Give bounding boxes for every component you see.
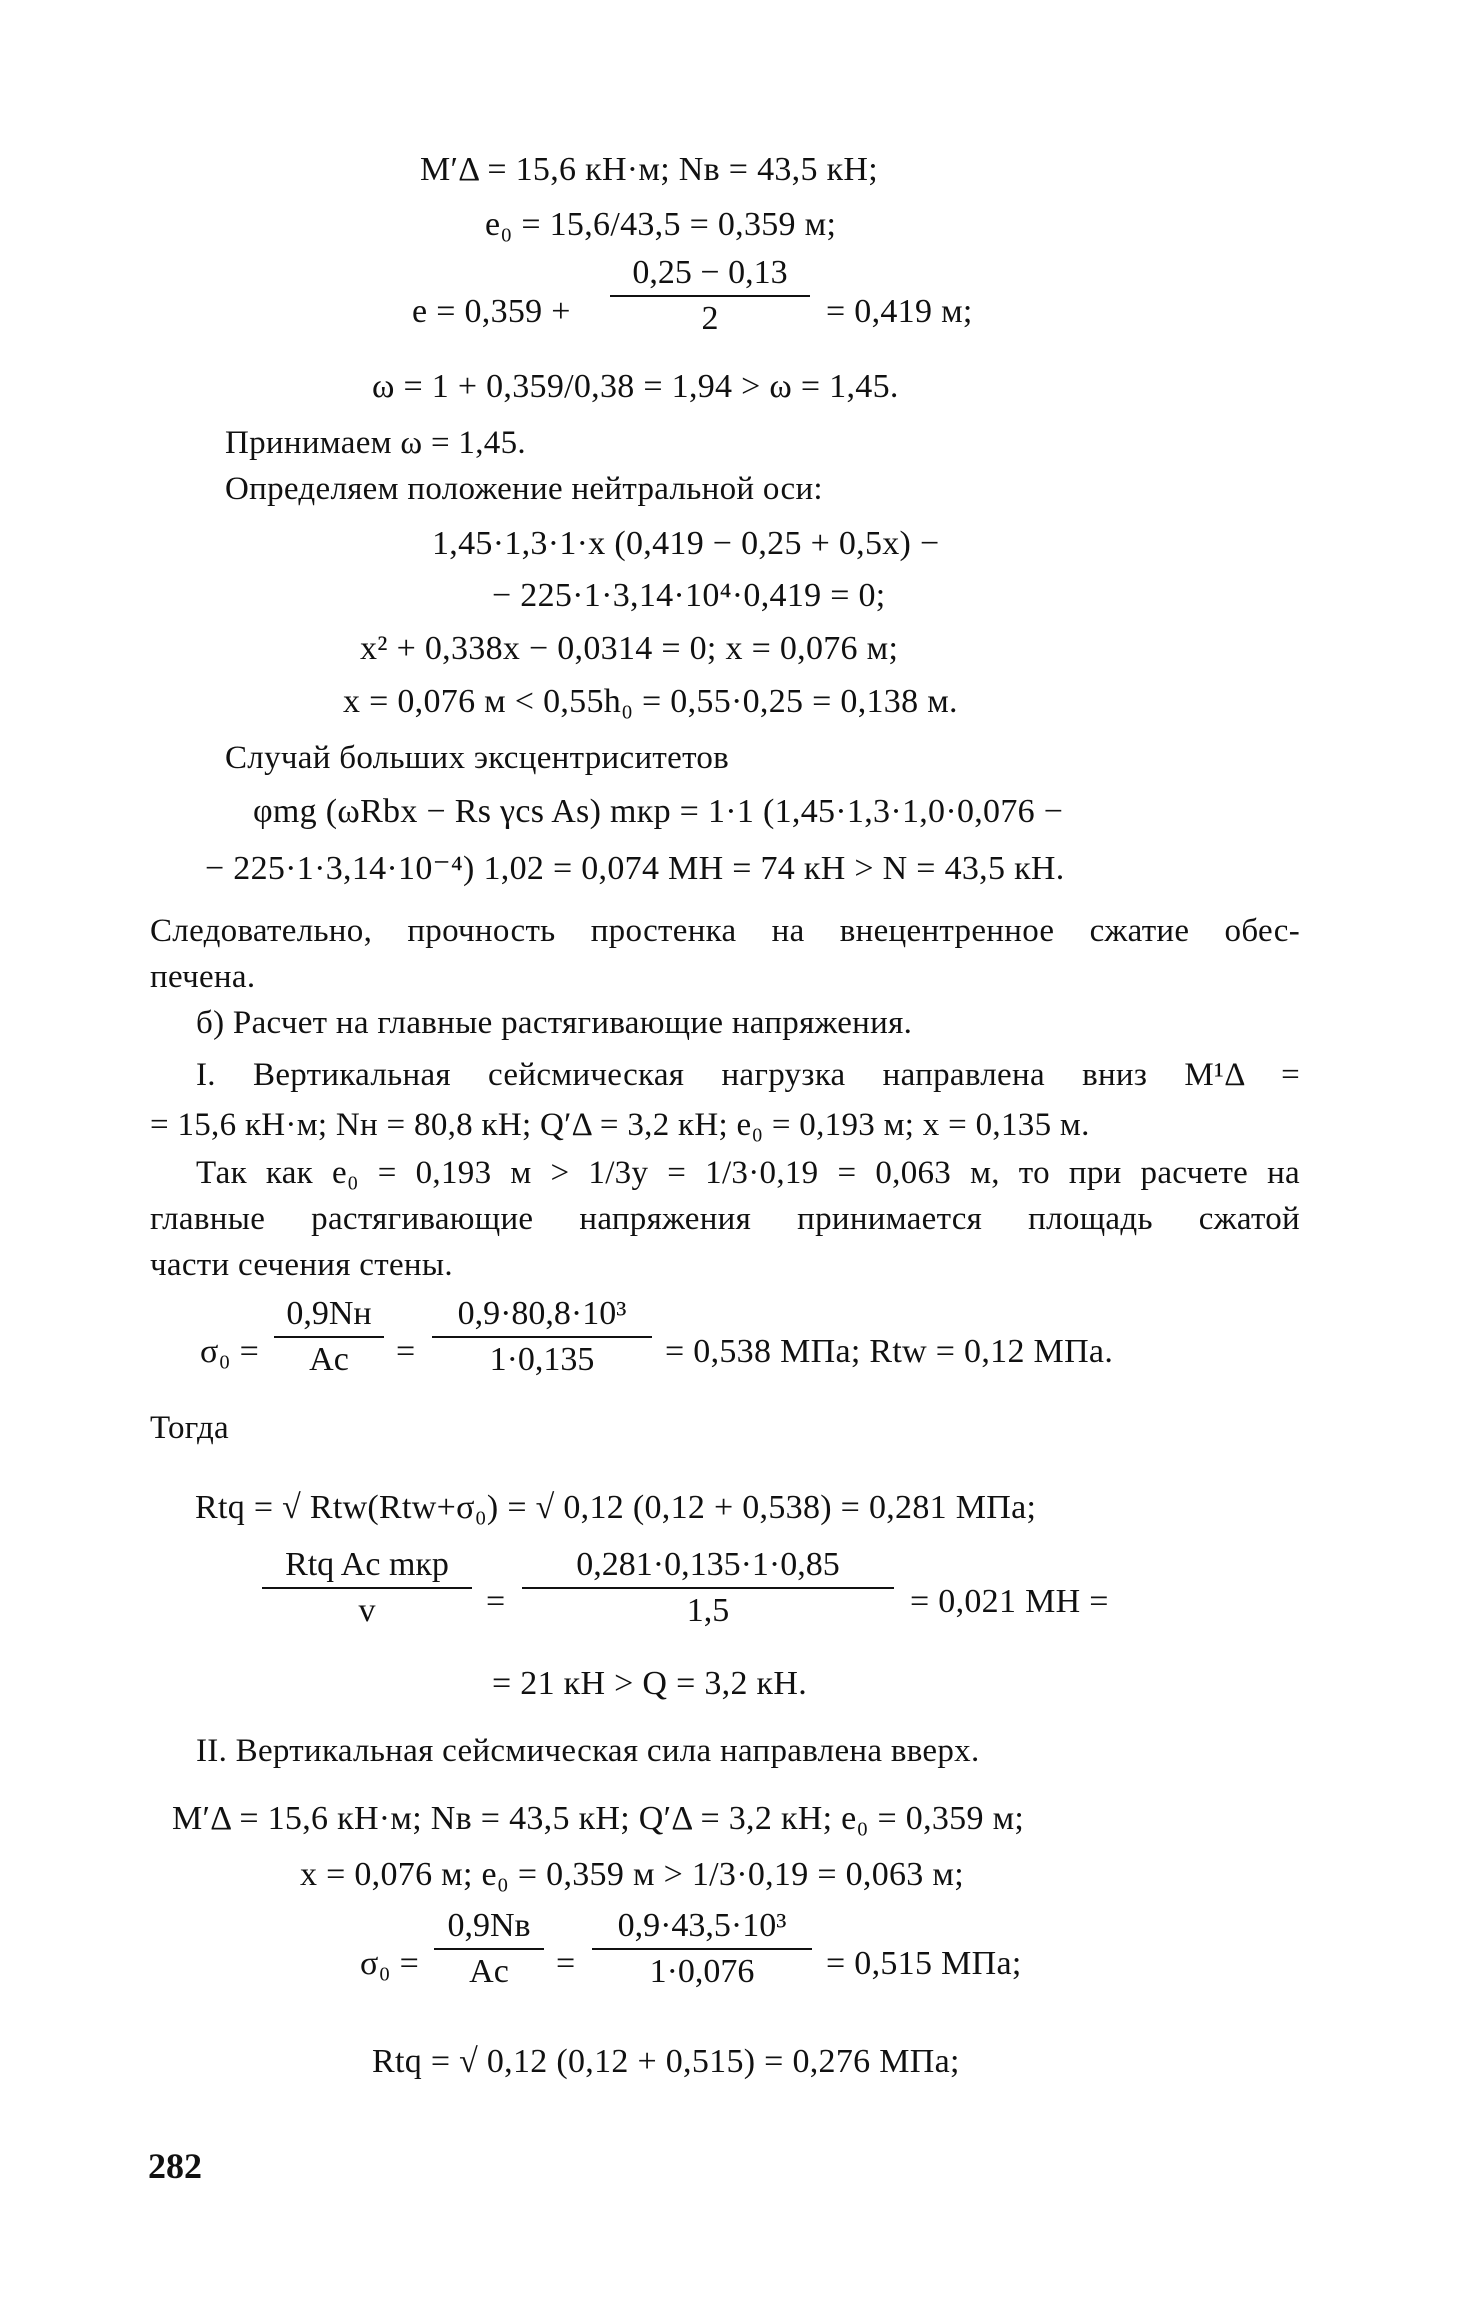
formula-sigma0-left: σ₀ = — [200, 1333, 260, 1370]
fraction-denominator: Ac — [309, 1341, 349, 1378]
formula-case2-sigma-left: σ₀ = — [360, 1945, 420, 1982]
formula-shear-fraction1 — [262, 1545, 472, 1631]
page-number: 282 — [148, 2146, 202, 2186]
fraction-numerator: 0,9Nн — [286, 1295, 372, 1332]
fraction-denominator: v — [358, 1592, 376, 1629]
formula-sigma0-fraction1 — [274, 1294, 384, 1380]
formula-e-fraction — [610, 253, 810, 339]
formula-sigma0-eq: = — [396, 1333, 416, 1370]
paragraph-case2: II. Вертикальная сейсмическая сила направлена вверх. — [196, 1733, 980, 1769]
paragraph-since-line3: части сечения стены. — [150, 1247, 453, 1283]
fraction-numerator: 0,281·0,135·1·0,85 — [576, 1546, 840, 1583]
paragraph-case1-line2: = 15,6 кН·м; Nн = 80,8 кН; Q′Δ = 3,2 кН; e₀ = 0,193 м; x = 0,135 м. — [150, 1107, 1090, 1143]
formula-case2-params: M′Δ = 15,6 кН·м; Nв = 43,5 кН; Q′Δ = 3,2 кН; e₀ = 0,359 м; — [172, 1800, 1025, 1837]
fraction-denominator: 1·0,076 — [649, 1953, 755, 1990]
formula-neutral-1: 1,45·1,3·1·x (0,419 − 0,25 + 0,5x) − — [432, 525, 940, 562]
fraction-numerator: 0,25 − 0,13 — [632, 254, 788, 291]
formula-case2-sigma-right: = 0,515 МПа; — [826, 1945, 1022, 1982]
formula-case2-x: x = 0,076 м; e₀ = 0,359 м > 1/3·0,19 = 0,063 м; — [300, 1856, 964, 1893]
formula-strength-1: φmg (ωRbx − Rs γcs As) mкр = 1·1 (1,45·1,3·1,0·0,076 − — [253, 793, 1064, 830]
heading-tensile-stress: б) Расчет на главные растягивающие напряжения. — [196, 1005, 913, 1041]
text-accept-omega: Принимаем ω = 1,45. — [225, 425, 526, 461]
fraction-numerator: 0,9Nв — [447, 1907, 531, 1944]
formula-shear-fraction2 — [522, 1545, 894, 1631]
formula-e0: e₀ = 15,6/43,5 = 0,359 м; — [485, 206, 837, 243]
formula-case2-sigma-eq: = — [556, 1945, 576, 1982]
formula-e-right: = 0,419 м; — [826, 293, 973, 330]
fraction-denominator: 1·0,135 — [489, 1341, 595, 1378]
formula-omega: ω = 1 + 0,359/0,38 = 1,94 > ω = 1,45. — [372, 368, 899, 405]
text-neutral-axis: Определяем положение нейтральной оси: — [225, 471, 823, 507]
fraction-bar — [274, 1336, 384, 1338]
fraction-denominator: Ac — [469, 1953, 509, 1990]
fraction-bar — [522, 1587, 894, 1589]
fraction-numerator: 0,9·43,5·10³ — [617, 1907, 787, 1944]
fraction-denominator: 2 — [701, 300, 719, 337]
formula-shear-eq: = — [486, 1583, 506, 1620]
paragraph-since-line2: главные растягивающие напряжения принимается площадь сжатой — [150, 1201, 1300, 1237]
fraction-bar — [592, 1948, 812, 1950]
formula-case2-rtq: Rtq = √ 0,12 (0,12 + 0,515) = 0,276 МПа; — [372, 2043, 960, 2080]
text-large-eccentricity: Случай больших эксцентриситетов — [225, 740, 730, 776]
formula-sigma0-fraction2 — [432, 1294, 652, 1380]
formula-shear-right: = 0,021 МН = — [910, 1583, 1109, 1620]
text-then: Тогда — [150, 1410, 230, 1446]
paragraph-conclusion-line1: Следовательно, прочность простенка на внецентренное сжатие обес- — [150, 913, 1300, 949]
paragraph-conclusion-line2: печена. — [150, 959, 256, 995]
paragraph-case1-line1: I. Вертикальная сейсмическая нагрузка направлена вниз M¹Δ = — [196, 1057, 1300, 1093]
formula-x-check: x = 0,076 м < 0,55h₀ = 0,55·0,25 = 0,138 м. — [343, 683, 958, 720]
fraction-numerator: 0,9·80,8·10³ — [457, 1295, 627, 1332]
formula-strength-2: − 225·1·3,14·10⁻⁴) 1,02 = 0,074 МН = 74 кН > N = 43,5 кН. — [205, 850, 1065, 887]
formula-e-left: e = 0,359 + — [412, 293, 571, 330]
paragraph-since-line1: Так как e₀ = 0,193 м > 1/3y = 1/3·0,19 = 0,063 м, то при расчете на — [196, 1155, 1300, 1191]
fraction-numerator: Rtq Ac mкр — [285, 1546, 449, 1583]
formula-quadratic: x² + 0,338x − 0,0314 = 0; x = 0,076 м; — [360, 630, 899, 667]
formula-shear-result: = 21 кН > Q = 3,2 кН. — [492, 1665, 808, 1702]
formula-sigma0-right: = 0,538 МПа; Rtw = 0,12 МПа. — [665, 1333, 1114, 1370]
formula-moment-nv: M′Δ = 15,6 кН·м; Nв = 43,5 кН; — [420, 151, 878, 188]
fraction-denominator: 1,5 — [686, 1592, 730, 1629]
fraction-bar — [610, 295, 810, 297]
formula-neutral-2: − 225·1·3,14·10⁴·0,419 = 0; — [492, 577, 886, 614]
formula-case2-sigma-fraction2 — [592, 1906, 812, 1992]
formula-case2-sigma-fraction1 — [434, 1906, 544, 1992]
fraction-bar — [434, 1948, 544, 1950]
formula-rtq-1: Rtq = √ Rtw(Rtw+σ₀) = √ 0,12 (0,12 + 0,538) = 0,281 МПа; — [195, 1489, 1037, 1526]
fraction-bar — [432, 1336, 652, 1338]
fraction-bar — [262, 1587, 472, 1589]
